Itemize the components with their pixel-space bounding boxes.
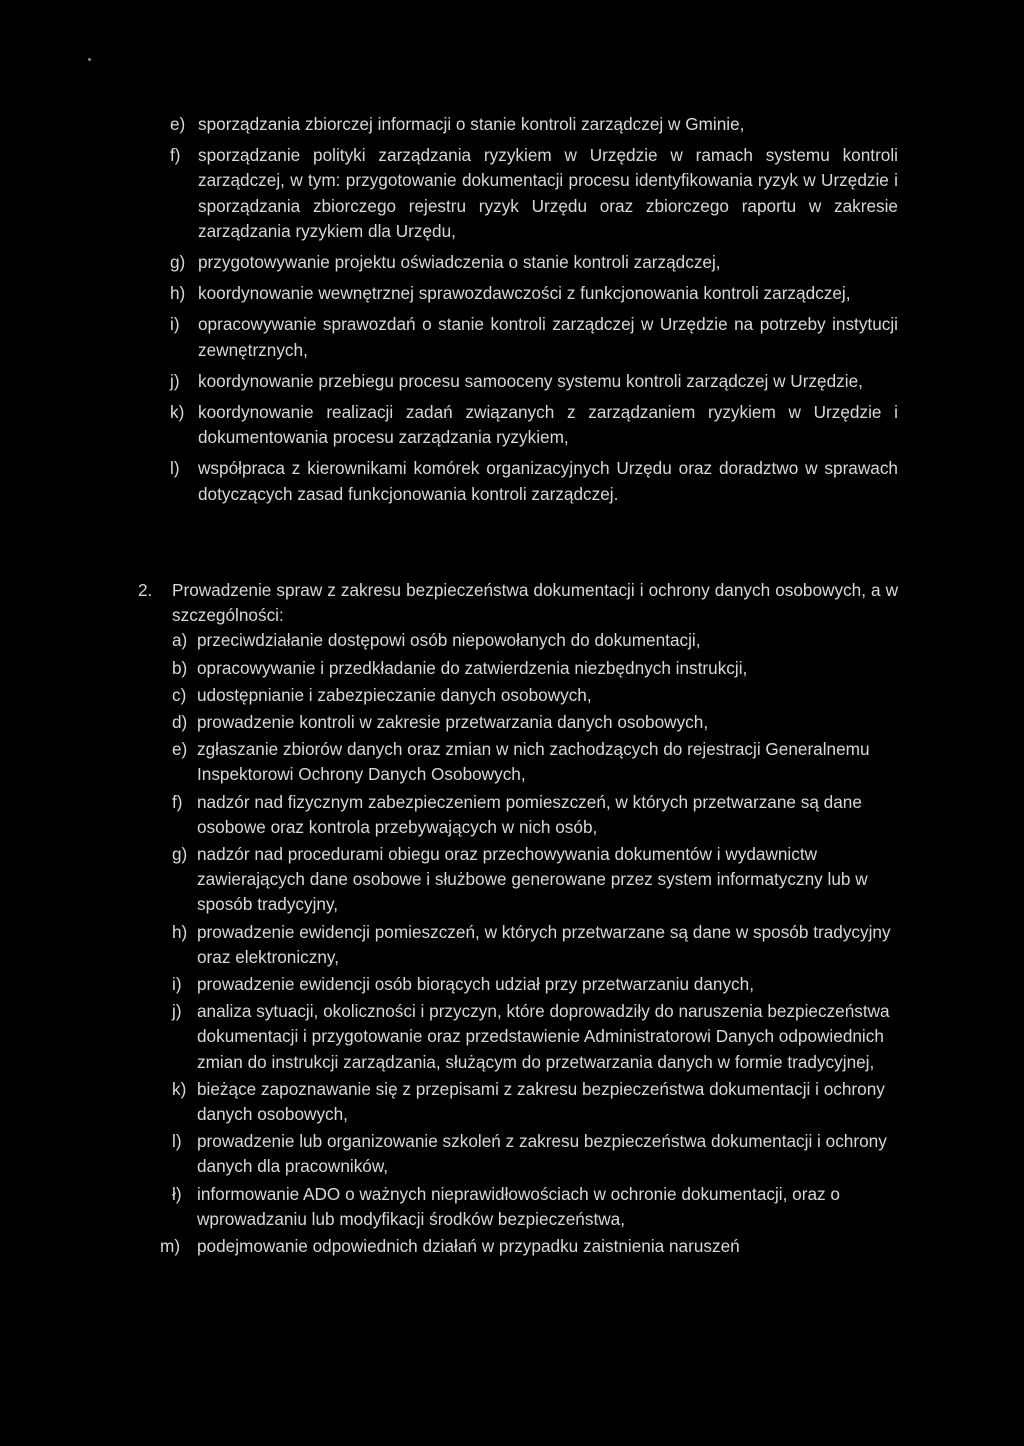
item-letter: g) — [170, 252, 186, 273]
list-item-b — [0, 656, 897, 681]
item-letter: i) — [172, 974, 182, 995]
scan-speck — [88, 58, 91, 61]
list-item-l — [0, 1129, 897, 1179]
item-letter: j) — [172, 1001, 182, 1022]
list-item-f — [0, 143, 898, 244]
list-item-d — [0, 710, 897, 735]
item-letter: c) — [172, 684, 187, 705]
list-item-j — [0, 369, 898, 394]
item-letter: h) — [172, 921, 188, 942]
item-letter: k) — [172, 1078, 187, 1099]
item-text: prowadzenie ewidencji pomieszczeń, w których przetwarzane są dane w sposób tradycyjny oraz elektroniczny, — [197, 921, 891, 967]
item-text: bieżące zapoznawanie się z przepisami z zakresu bezpieczeństwa dokumentacji i ochrony danych osobowych, — [197, 1078, 885, 1125]
item-text: prowadzenie ewidencji osób biorących udział przy przetwarzaniu danych, — [197, 974, 754, 995]
list-item-i — [0, 312, 898, 362]
item-text: koordynowanie realizacji zadań związanych z zarządzaniem ryzykiem w Urzędzie i dokumentowania procesu zarządzania ryzykiem, — [198, 402, 898, 448]
section-2-heading — [0, 578, 898, 628]
list-item-k — [0, 400, 898, 450]
item-text: opracowywanie i przedkładanie do zatwierdzenia niezbędnych instrukcji, — [197, 657, 748, 678]
item-text: nadzór nad procedurami obiegu oraz przechowywania dokumentów i wydawnictw zawierających dane osobowe i służbowe generowane przez system informatyczny lub w sposób tradycyjny, — [197, 844, 868, 915]
item-letter: l) — [170, 458, 180, 479]
item-letter: l) — [172, 1131, 182, 1152]
item-letter: m) — [160, 1236, 181, 1257]
item-text: prowadzenie kontroli w zakresie przetwarzania danych osobowych, — [197, 712, 709, 733]
list-item-k — [0, 1077, 897, 1127]
list-item-a — [0, 628, 897, 653]
list-item-l-stroke — [0, 1182, 897, 1232]
item-letter: e) — [170, 114, 186, 134]
item-text: sporządzanie polityki zarządzania ryzykiem w Urzędzie w ramach systemu kontroli zarządczej, w tym: przygotowanie dokumentacji procesu identyfikowania ryzyk w Urzędzie i sporządzania zbiorczego rejestru ryzyk Urzędu oraz zbiorczego raportu w zakresie zarządzania ryzykiem dla Urzędu, — [198, 145, 898, 241]
item-letter: h) — [170, 283, 186, 304]
item-text: podejmowanie odpowiednich działań w przypadku zaistnienia naruszeń — [197, 1236, 740, 1257]
item-text: nadzór nad fizycznym zabezpieczeniem pomieszczeń, w których przetwarzane są dane osobowe oraz kontrola przebywających w nich osób, — [197, 791, 862, 837]
list-item-m — [0, 1234, 897, 1259]
section-number: 2. — [138, 580, 153, 600]
section-heading-text: Prowadzenie spraw z zakresu bezpieczeństwa dokumentacji i ochrony danych osobowych, a w szczególności: — [172, 580, 898, 626]
item-text: prowadzenie lub organizowanie szkoleń z zakresu bezpieczeństwa dokumentacji i ochrony danych dla pracowników, — [197, 1131, 887, 1177]
list-item-j — [0, 999, 897, 1075]
list-item-h — [0, 920, 897, 970]
section-continuation-list — [0, 112, 1024, 507]
item-text: opracowywanie sprawozdań o stanie kontroli zarządczej w Urzędzie na potrzeby instytucji zewnętrznych, — [198, 314, 898, 360]
list-item-g — [0, 250, 898, 275]
item-text: analiza sytuacji, okoliczności i przyczyn, które doprowadziły do naruszenia bezpieczeństwa dokumentacji i przygotowanie oraz przedstawienie Administratorowi Danych odpowiednich zmian do instrukcji zarządzania, służącym do przetwarzania danych w formie tradycyjnej, — [197, 1001, 890, 1072]
item-letter: a) — [172, 630, 188, 651]
section-2 — [0, 578, 1024, 1259]
list-item-e — [0, 737, 897, 787]
list-item-i — [0, 972, 897, 997]
item-letter: d) — [172, 712, 188, 733]
item-letter: b) — [172, 657, 188, 678]
item-letter: j) — [170, 370, 180, 391]
item-letter: f) — [170, 145, 181, 166]
item-letter: ł) — [172, 1183, 182, 1204]
item-letter: e) — [172, 739, 188, 760]
item-letter: i) — [170, 314, 180, 335]
item-text: przygotowywanie projektu oświadczenia o stanie kontroli zarządczej, — [198, 252, 721, 273]
list-item-f — [0, 790, 897, 840]
list-item-e — [0, 112, 898, 137]
list-item-c — [0, 683, 897, 708]
item-text: koordynowanie przebiegu procesu samooceny systemu kontroli zarządczej w Urzędzie, — [198, 370, 863, 391]
item-text: przeciwdziałanie dostępowi osób niepowołanych do dokumentacji, — [197, 630, 701, 651]
item-text: koordynowanie wewnętrznej sprawozdawczości z funkcjonowania kontroli zarządczej, — [198, 283, 851, 304]
list-item-g — [0, 842, 897, 918]
item-letter: f) — [172, 791, 183, 812]
item-text: informowanie ADO o ważnych nieprawidłowościach w ochronie dokumentacji, oraz o wprowadzaniu lub modyfikacji środków bezpieczeństwa, — [197, 1183, 840, 1229]
list-item-h — [0, 281, 898, 306]
item-text: współpraca z kierownikami komórek organizacyjnych Urzędu oraz doradztwo w sprawach dotyczących zasad funkcjonowania kontroli zarządczej. — [198, 458, 898, 504]
item-letter: k) — [170, 402, 185, 423]
item-text: udostępnianie i zabezpieczanie danych osobowych, — [197, 684, 592, 705]
list-item-l — [0, 456, 898, 506]
item-text: zgłaszanie zbiorów danych oraz zmian w nich zachodzących do rejestracji Generalnemu Inspektorowi Ochrony Danych Osobowych, — [197, 739, 870, 785]
item-letter: g) — [172, 844, 188, 865]
item-text: sporządzania zbiorczej informacji o stanie kontroli zarządczej w Gminie, — [198, 114, 745, 134]
